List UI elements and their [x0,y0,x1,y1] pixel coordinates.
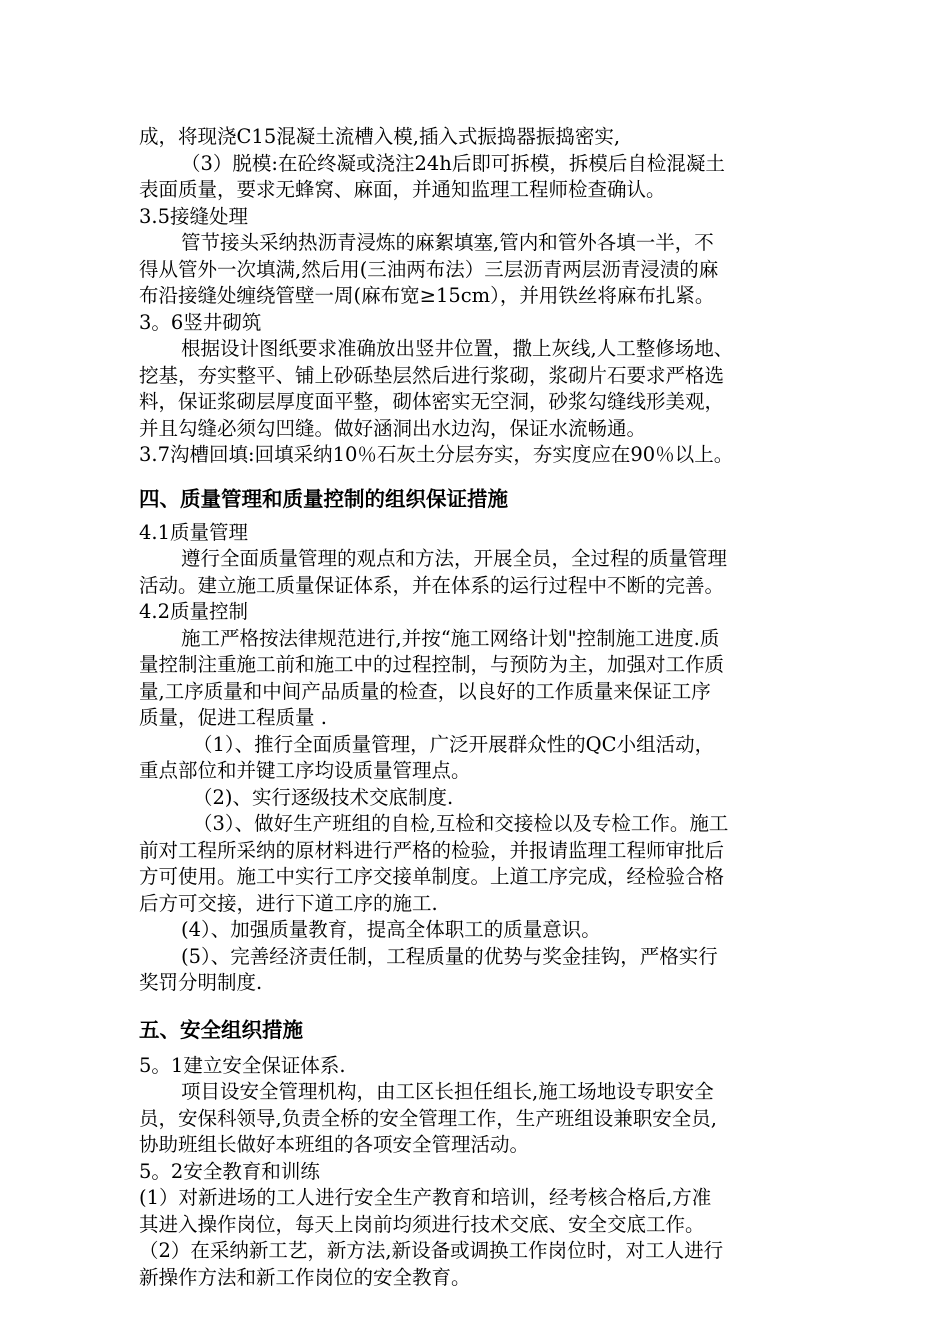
paragraph-line: （2）在采纳新工艺，新方法,新设备或调换工作岗位时，对工人进行 [139,1239,724,1262]
paragraph-line: 重点部位和并键工序均设质量管理点。 [139,759,471,782]
paragraph-line: 新操作方法和新工作岗位的安全教育。 [139,1265,471,1289]
paragraph-line: 协助班组长做好本班组的各项安全管理活动。 [139,1133,530,1156]
paragraph-line: 其进入操作岗位，每天上岗前均须进行技术交底、安全交底工作。 [139,1212,705,1236]
paragraph-line: 员，安保科领导,负责全桥的安全管理工作，生产班组设兼职安全员, [139,1106,717,1130]
paragraph-line: 后方可交接，进行下道工序的施工. [139,891,438,915]
paragraph-line: 遵行全面质量管理的观点和方法，开展全员，全过程的质量管理 [181,547,728,570]
paragraph-line: 质量，促进工程质量 . [139,706,327,729]
paragraph-line: 表面质量，要求无蜂窝、麻面，并通知监理工程师检查确认。 [139,178,666,201]
paragraph-line: (1）对新进场的工人进行安全生产教育和培训，经考核合格后,方准 [139,1186,712,1209]
paragraph-line: 3.7沟槽回填:回填采纳10％石灰土分层夯实，夯实度应在90％以上。 [139,443,734,466]
paragraph-line: （1）、推行全面质量管理，广泛开展群众性的QC小组活动， [193,732,715,756]
section-heading-5: 五、安全组织措施 [139,1017,303,1042]
paragraph-line: 并且勾缝必须勾凹缝。做好涵洞出水边沟，保证水流畅通。 [139,416,647,440]
paragraph-line: 管节接头采纳热沥青浸炼的麻絮填塞,管内和管外各填一半，不 [181,231,714,254]
paragraph-line: （3）脱模:在砼终凝或浇注24h后即可拆模，拆模后自检混凝土 [181,151,725,175]
paragraph-line: 根据设计图纸要求准确放出竖井位置，撒上灰线,人工整修场地、 [181,337,734,360]
paragraph-line: 布沿接缝处缠绕管壁一周(麻布宽≥15cm），并用铁丝将麻布扎紧。 [139,284,715,307]
section-heading-4: 四、质量管理和质量控制的组织保证措施 [139,486,508,511]
paragraph-line: 方可使用。施工中实行工序交接单制度。上道工序完成，经检验合格 [139,865,725,888]
paragraph-line: 奖罚分明制度. [139,971,263,994]
subsection-heading: 4.1质量管理 [139,520,249,544]
paragraph-line: 料，保证浆砌层厚度面平整，砌体密实无空洞，砂浆勾缝线形美观， [139,390,725,413]
document-body [139,124,819,1291]
subsection-heading: 5。1建立安全保证体系. [139,1053,346,1077]
subsection-heading: 3.5接缝处理 [139,204,249,228]
paragraph-line: 项目设安全管理机构，由工区长担任组长,施工场地设专职安全 [181,1080,714,1103]
paragraph-line: 挖基，夯实整平、铺上砂砾垫层然后进行浆砌，浆砌片石要求严格选 [139,363,725,387]
paragraph-line: 量控制注重施工前和施工中的过程控制，与预防为主，加强对工作质 [139,653,725,676]
paragraph-line: （3）、做好生产班组的自检,互检和交接检以及专检工作。施工 [193,812,729,835]
paragraph-line: （2)、实行逐级技术交底制度. [193,785,454,809]
subsection-heading: 5。2安全教育和训练 [139,1159,320,1183]
paragraph-line: 成，将现浇C15混凝土流槽入模,插入式振捣器振捣密实, [139,125,621,148]
paragraph-line: (5）、完善经济责任制，工程质量的优势与奖金挂钩，严格实行 [181,944,718,968]
subsection-heading: 3。6竖井砌筑 [139,310,262,334]
paragraph-line: (4）、加强质量教育，提高全体职工的质量意识。 [181,918,601,941]
paragraph-line: 量,工序质量和中间产品质量的检查，以良好的工作质量来保证工序 [139,679,711,703]
paragraph-line: 前对工程所采纳的原材料进行严格的检验，并报请监理工程师审批后 [139,838,725,862]
subsection-heading: 4.2质量控制 [139,600,249,623]
paragraph-line: 施工严格按法律规范进行,并按“施工网络计划"控制施工进度.质 [181,626,720,650]
paragraph-line: 活动。建立施工质量保证体系，并在体系的运行过程中不断的完善。 [139,573,725,597]
paragraph-line: 得从管外一次填满,然后用(三油两布法）三层沥青两层沥青浸渍的麻 [139,257,719,281]
